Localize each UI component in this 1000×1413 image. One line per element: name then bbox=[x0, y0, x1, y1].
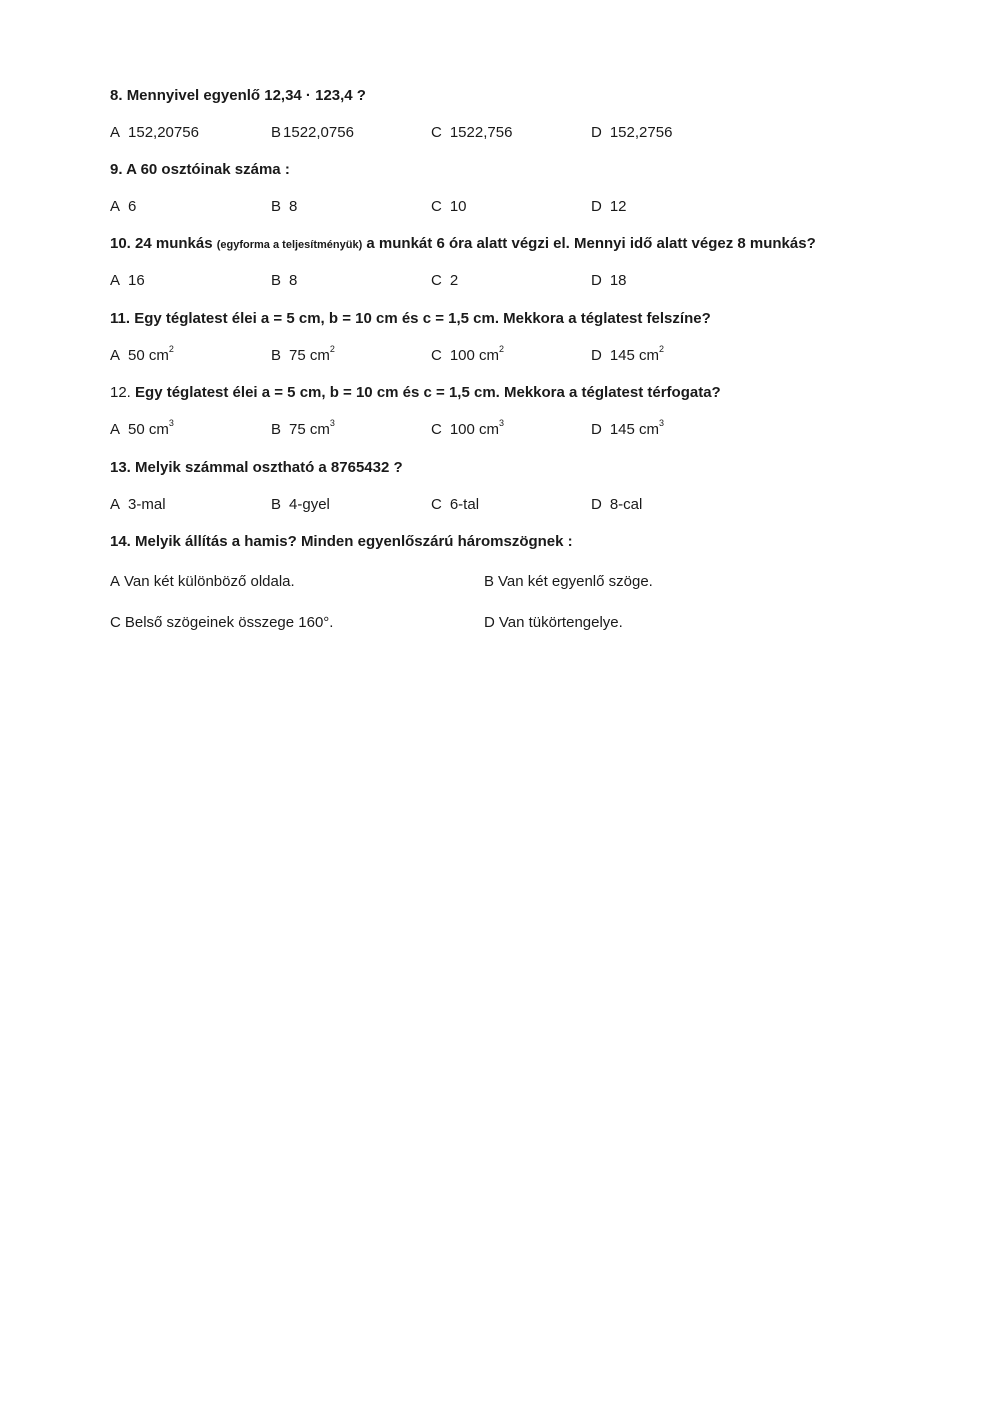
question-number: 12. bbox=[110, 384, 131, 401]
option-12b[interactable]: B 75 $cm^3$ bbox=[271, 418, 335, 438]
question-text: Melyik számmal osztható a 8765432 ? bbox=[135, 459, 403, 476]
option-11d[interactable]: D 145 $cm^2$ bbox=[591, 344, 665, 364]
option-9c[interactable]: C 10 bbox=[431, 198, 467, 215]
option-12d[interactable]: D 145 $cm^3$ bbox=[591, 418, 665, 438]
question-text: Melyik állítás a hamis? Minden egyenlőszárú háromszögnek : bbox=[135, 533, 573, 550]
question-9 bbox=[110, 160, 290, 180]
question-text: A 60 osztóinak száma : bbox=[126, 161, 290, 178]
option-10a[interactable]: A 16 bbox=[110, 272, 145, 289]
option-14d[interactable]: D Van tükörtengelye. bbox=[484, 614, 623, 631]
question-number: 13. bbox=[110, 459, 131, 476]
option-14a[interactable]: A Van két különböző oldala. bbox=[110, 573, 295, 590]
question-12 bbox=[110, 383, 721, 403]
option-11a[interactable]: A 50 $cm^2$ bbox=[110, 344, 174, 364]
option-9a[interactable]: A 6 bbox=[110, 198, 137, 215]
question-13 bbox=[110, 458, 403, 478]
option-8b[interactable]: B 1522,0756 bbox=[271, 124, 354, 141]
question-text: 24 munkás bbox=[135, 235, 213, 252]
option-11b[interactable]: B 75 $cm^2$ bbox=[271, 344, 335, 364]
question-number: 9. bbox=[110, 161, 123, 178]
question-8 bbox=[110, 86, 366, 106]
question-number: 10. bbox=[110, 235, 131, 252]
option-13a[interactable]: A 3-mal bbox=[110, 496, 166, 513]
option-9b[interactable]: B 8 bbox=[271, 198, 298, 215]
option-13d[interactable]: D 8-cal bbox=[591, 496, 643, 513]
question-number: 14. bbox=[110, 533, 131, 550]
option-13b[interactable]: B 4-gyel bbox=[271, 496, 330, 513]
question-number: 11. bbox=[110, 310, 131, 327]
option-12a[interactable]: A 50 $cm^3$ bbox=[110, 418, 174, 438]
option-14b[interactable]: B Van két egyenlő szöge. bbox=[484, 573, 653, 590]
question-10 bbox=[110, 234, 816, 255]
option-9d[interactable]: D 12 bbox=[591, 198, 627, 215]
option-8c[interactable]: C 1522,756 bbox=[431, 124, 513, 141]
question-text: Egy téglatest élei a = 5 cm, b = 10 cm és c = 1,5 cm. Mekkora a téglatest felszíne? bbox=[134, 310, 711, 327]
question-11 bbox=[110, 309, 711, 329]
option-8d[interactable]: D 152,2756 bbox=[591, 124, 673, 141]
option-14c[interactable]: C Belső szögeinek összege 160°. bbox=[110, 614, 334, 631]
question-note: (egyforma a teljesítményük) bbox=[216, 239, 363, 251]
option-10d[interactable]: D 18 bbox=[591, 272, 627, 289]
option-8a[interactable]: A 152,20756 bbox=[110, 124, 199, 141]
option-10b[interactable]: B 8 bbox=[271, 272, 298, 289]
option-11c[interactable]: C 100 $cm^2$ bbox=[431, 344, 505, 364]
question-text: Mennyivel egyenlő 12,34 · 123,4 ? bbox=[126, 87, 366, 104]
question-text-continued: a munkát 6 óra alatt végzi el. Mennyi idő alatt végez 8 munkás? bbox=[366, 235, 816, 252]
question-number: 8. bbox=[110, 87, 123, 104]
question-14 bbox=[110, 532, 573, 552]
question-text: Egy téglatest élei a = 5 cm, b = 10 cm és c = 1,5 cm. Mekkora a téglatest térfogata? bbox=[135, 384, 721, 401]
option-10c[interactable]: C 2 bbox=[431, 272, 459, 289]
option-13c[interactable]: C 6-tal bbox=[431, 496, 480, 513]
option-12c[interactable]: C 100 $cm^3$ bbox=[431, 418, 505, 438]
